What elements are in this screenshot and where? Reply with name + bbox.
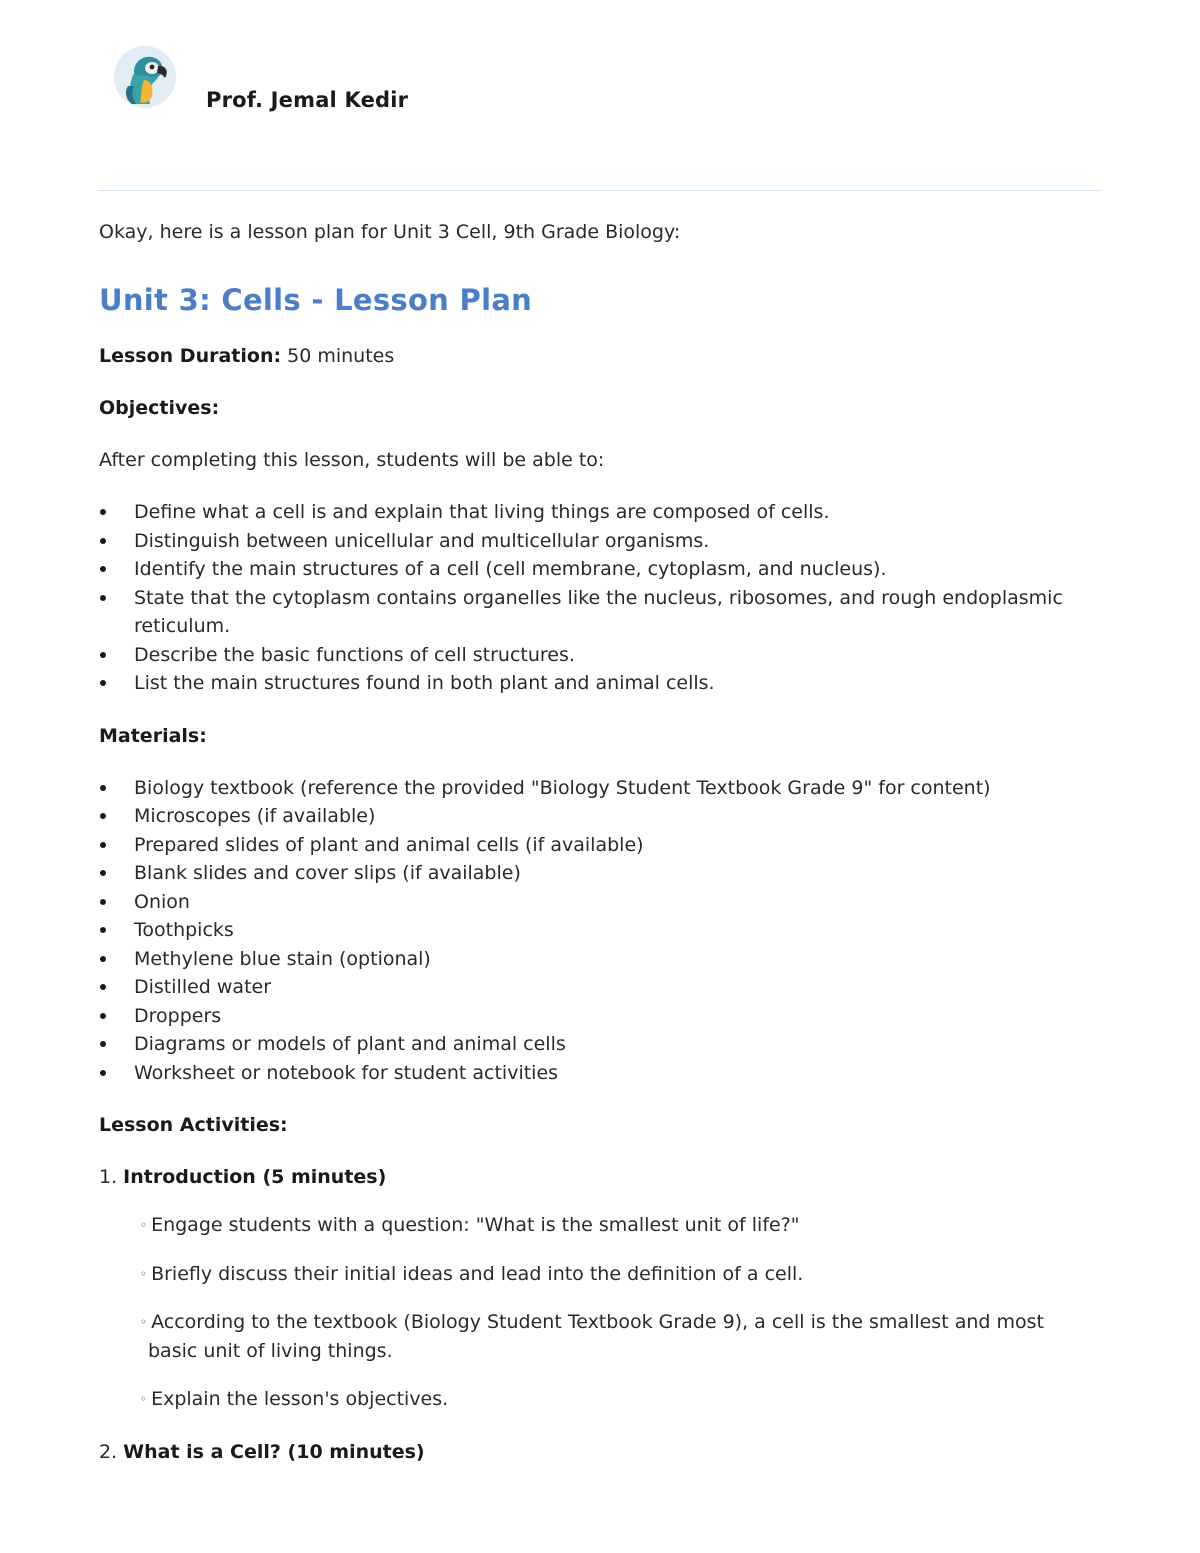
circle-bullet-icon: ◦ bbox=[140, 1315, 148, 1329]
sub-item bbox=[120, 1211, 1099, 1240]
list-item: Diagrams or models of plant and animal cells bbox=[99, 1030, 1099, 1059]
sub-item bbox=[120, 1385, 1099, 1414]
list-item: Prepared slides of plant and animal cells (if available) bbox=[99, 831, 1099, 860]
step-title: What is a Cell? (10 minutes) bbox=[123, 1440, 425, 1463]
sub-item-text: Explain the lesson's objectives. bbox=[151, 1388, 449, 1410]
objectives-heading: Objectives: bbox=[99, 397, 220, 419]
list-item: Biology textbook (reference the provided "Biology Student Textbook Grade 9" for content) bbox=[99, 774, 1099, 803]
list-item: Distinguish between unicellular and multicellular organisms. bbox=[99, 527, 1099, 556]
list-item: Distilled water bbox=[99, 973, 1099, 1002]
list-item: Toothpicks bbox=[99, 916, 1099, 945]
activity-step-2 bbox=[99, 1438, 1099, 1466]
materials-list bbox=[99, 774, 1099, 1088]
step-number: 2. bbox=[99, 1440, 124, 1463]
step-number: 1. bbox=[99, 1166, 124, 1188]
activities-heading: Lesson Activities: bbox=[99, 1114, 288, 1136]
sub-item bbox=[120, 1260, 1099, 1289]
list-item: Microscopes (if available) bbox=[99, 802, 1099, 831]
objectives-list bbox=[99, 498, 1099, 698]
duration-label: Lesson Duration: bbox=[99, 345, 282, 367]
author-name: Prof. Jemal Kedir bbox=[206, 88, 409, 112]
step-title: Introduction (5 minutes) bbox=[123, 1166, 387, 1188]
sub-item-text: Engage students with a question: "What is the smallest unit of life?" bbox=[151, 1214, 800, 1236]
lesson-plan-body bbox=[99, 218, 1099, 1466]
materials-heading: Materials: bbox=[99, 724, 207, 747]
page-title: Unit 3: Cells - Lesson Plan bbox=[99, 283, 533, 317]
activity-step-1 bbox=[99, 1163, 1099, 1191]
parrot-icon bbox=[114, 46, 176, 108]
lesson-duration bbox=[99, 342, 1099, 370]
circle-bullet-icon: ◦ bbox=[140, 1266, 148, 1281]
list-item: Describe the basic functions of cell structures. bbox=[99, 641, 1099, 670]
circle-bullet-icon: ◦ bbox=[140, 1218, 148, 1232]
list-item: Droppers bbox=[99, 1002, 1099, 1031]
list-item: Worksheet or notebook for student activities bbox=[99, 1059, 1099, 1088]
list-item: Blank slides and cover slips (if available) bbox=[99, 859, 1099, 888]
list-item: Methylene blue stain (optional) bbox=[99, 945, 1099, 974]
list-item: Define what a cell is and explain that living things are composed of cells. bbox=[99, 498, 1099, 527]
duration-value: 50 minutes bbox=[281, 345, 395, 367]
list-item: State that the cytoplasm contains organelles like the nucleus, ribosomes, and rough endoplasmic reticulum. bbox=[99, 584, 1099, 641]
sub-item bbox=[120, 1308, 1099, 1365]
list-item: Onion bbox=[99, 888, 1099, 917]
list-item: Identify the main structures of a cell (cell membrane, cytoplasm, and nucleus). bbox=[99, 555, 1099, 584]
list-item: List the main structures found in both plant and animal cells. bbox=[99, 669, 1099, 698]
sub-item-text: Briefly discuss their initial ideas and lead into the definition of a cell. bbox=[151, 1262, 804, 1285]
intro-text: Okay, here is a lesson plan for Unit 3 Cell, 9th Grade Biology: bbox=[99, 221, 681, 243]
document-header bbox=[100, 44, 1100, 124]
sub-item-text: According to the textbook (Biology Student Textbook Grade 9), a cell is the smallest and most basic unit of living things. bbox=[148, 1311, 1044, 1362]
circle-bullet-icon: ◦ bbox=[140, 1392, 148, 1406]
objectives-lead: After completing this lesson, students will be able to: bbox=[99, 449, 605, 471]
header-divider bbox=[98, 190, 1101, 191]
